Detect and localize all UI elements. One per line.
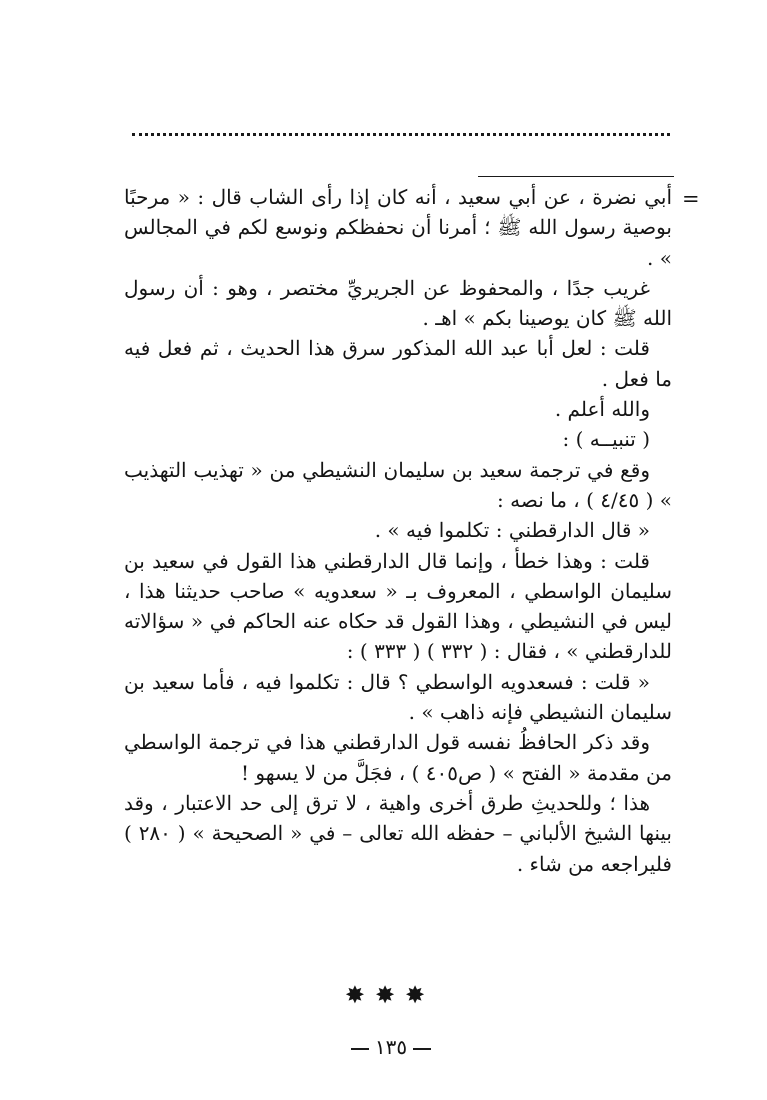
paragraph-9-quote: « قلت : فسعدويه الواسطي ؟ قال : تكلموا فيه ، فأما سعيد بن سليمان النشيطي فإنه ذاهب » . (124, 669, 672, 725)
page-number: ١٣٥ (374, 1035, 408, 1059)
dash-icon (413, 1048, 431, 1050)
paragraph-2: غريب جدًا ، والمحفوظ عن الجريريِّ مختصر ، وهو : أن رسول الله ﷺ كان يوصينا بكم » اهـ . (124, 275, 672, 331)
footnote-separator-rule (478, 176, 674, 177)
paragraph-7-quote: « قال الدارقطني : تكلموا فيه » . (374, 518, 650, 543)
paragraph-4: والله أعلم . (554, 397, 650, 422)
paragraph-11: هذا ؛ وللحديثِ طرق أخرى واهية ، لا ترق إلى حد الاعتبار ، وقد بينها الشيخ الألباني – حفظه الله تعالى – في « الصحيحة » ( ٢٨٠ ) فليراجعه من شاء . (124, 790, 672, 876)
paragraph-1: أبي نضرة ، عن أبي سعيد ، أنه كان إذا رأى الشاب قال : « مرحبًا بوصية رسول الله ﷺ ؛ أمرنا أن نحفظكم ونوسع لكم في المجالس » . (124, 185, 672, 270)
page-number-footer (336, 1037, 446, 1057)
footnote-text-block (124, 182, 672, 879)
paragraph-10: وقد ذكر الحافظُ نفسه قول الدارقطني هذا في ترجمة الواسطي من مقدمة « الفتح » ( ص٤٠٥ ) ، فجَلَّ من لا يسهو ! (124, 730, 672, 785)
footnote-continuation-mark: = (682, 187, 700, 211)
paragraph-8: قلت : وهذا خطأ ، وإنما قال الدارقطني هذا القول في سعيد بن سليمان الواسطي ، المعروف بـ « سعدويه » صاحب حديثنا هذا ، ليس في النشيطي ، وهذا القول قد حكاه عنه الحاكم في « سؤالاته للدارقطني » ، فقال : ( ٣٣٢ ) ( ٣٣٣ ) : (124, 548, 672, 664)
paragraph-6: وقع في ترجمة سعيد بن سليمان النشيطي من « تهذيب التهذيب » ( ٤/٤٥ ) ، ما نصه : (124, 457, 672, 512)
dash-icon (351, 1048, 369, 1050)
dotted-separator (132, 133, 670, 136)
paragraph-3: قلت : لعل أبا عبد الله المذكور سرق هذا الحديث ، ثم فعل فيه ما فعل . (124, 336, 672, 391)
paragraph-5-heading: ( تنبيــه ) : (562, 427, 650, 452)
ornament-stars-icon: ✸✸✸ (344, 981, 436, 1009)
